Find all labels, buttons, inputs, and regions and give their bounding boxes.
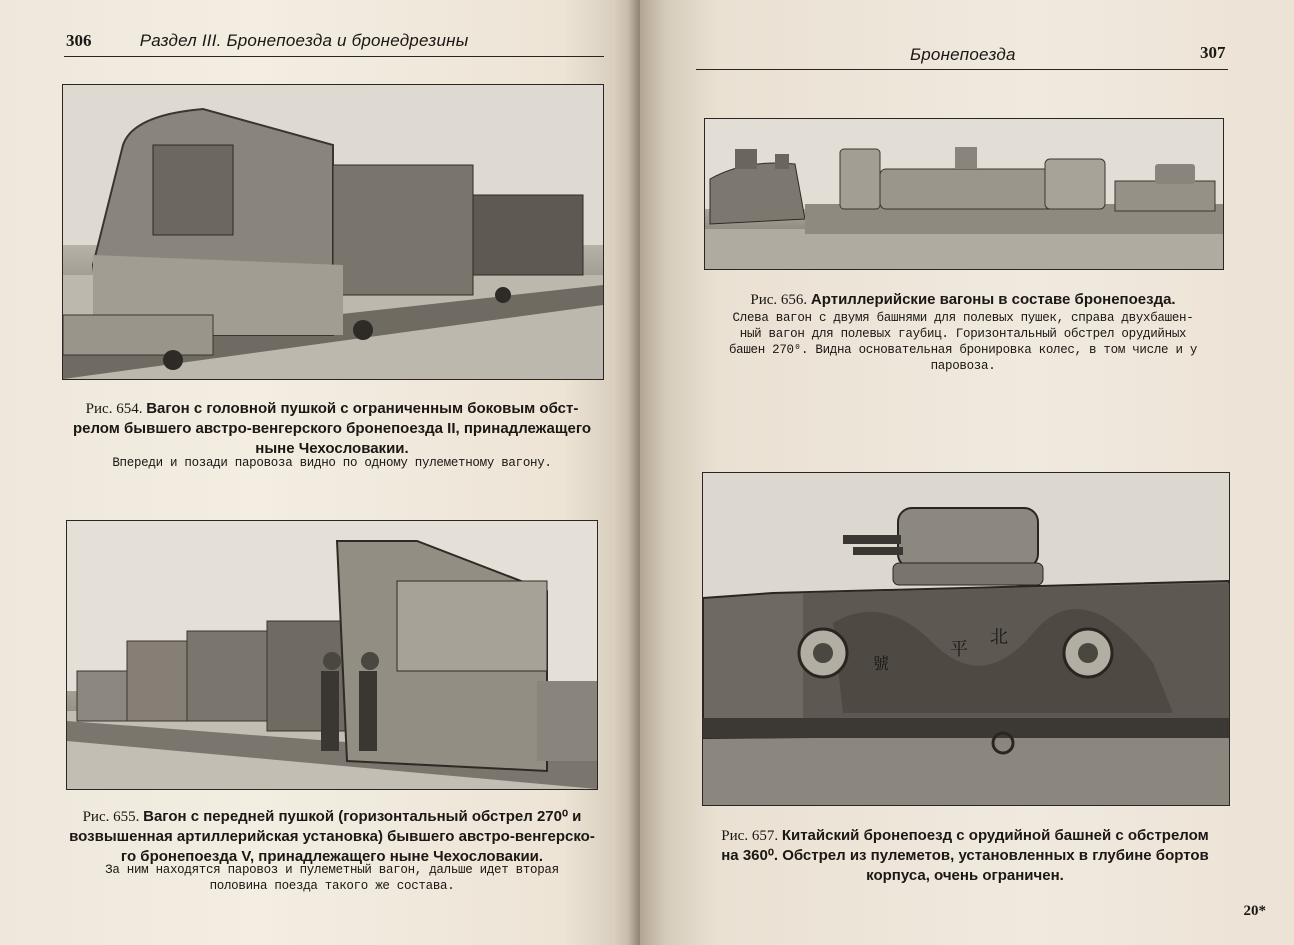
figure-654-note-1: Впереди и позади паровоза видно по одному пулеметному вагону.: [112, 456, 552, 470]
figure-654-title-2: релом бывшего австро-венгерского бронепоезда II, принадлежащего: [72, 420, 592, 437]
figure-656-note-2: ный вагон для полевых гаубиц. Горизонтальный обстрел орудийных: [739, 327, 1187, 341]
figure-657-title-3: корпуса, очень ограничен.: [866, 867, 1064, 884]
figure-655-caption: [58, 807, 606, 867]
figure-655-title-1: Вагон с передней пушкой (горизонтальный обстрел 270⁰ и: [143, 808, 582, 825]
right-section-title: Бронепоезда: [910, 45, 1016, 64]
right-page-number-wrap: [1200, 42, 1226, 64]
figure-656-photo: [704, 118, 1224, 270]
figure-655-label: Рис. 655.: [82, 809, 144, 825]
figure-657-photo: [702, 472, 1230, 806]
figure-654-photo: [62, 84, 604, 380]
left-running-head: [66, 30, 468, 52]
figure-656-label: Рис. 656.: [750, 292, 811, 308]
figure-655-photo: [66, 520, 598, 790]
figure-654-label: Рис. 654.: [85, 401, 147, 417]
figure-654-title-3: ныне Чехословакии.: [255, 440, 409, 457]
figure-655-note: [58, 862, 606, 894]
figure-655-note-2: половина поезда такого же состава.: [209, 879, 455, 893]
left-page-number: 306: [66, 31, 92, 50]
figure-657-label: Рис. 657.: [721, 828, 782, 844]
figure-656-note-4: паровоза.: [930, 359, 996, 373]
right-header-rule: [696, 69, 1228, 70]
figure-656-note-1: Слева вагон с двумя башнями для полевых пушек, справа двухбашен-: [732, 311, 1194, 325]
figure-655-title-3: го бронепоезда V, принадлежащего ныне Чехословакии.: [120, 848, 544, 865]
right-running-head: [910, 44, 1016, 66]
photo-char-1: 北: [990, 627, 1008, 648]
figure-657-caption: [698, 826, 1232, 886]
signature-mark: 20*: [1243, 903, 1266, 919]
left-section-title: Раздел III. Бронепоезда и бронедрезины: [139, 31, 469, 50]
photo-char-3: 號: [873, 654, 890, 673]
right-page-number: 307: [1200, 43, 1226, 62]
left-page: [0, 0, 640, 945]
photo-char-2: 平: [950, 639, 968, 660]
figure-656-note-3: башен 270⁰. Видна основательная бронировка колес, в том числе и у: [728, 343, 1198, 357]
figure-657-title-2: на 360⁰. Обстрел из пулеметов, установленных в глубине бортов: [721, 847, 1209, 864]
figure-654-title-1: Вагон с головной пушкой с ограниченным боковым обст-: [146, 400, 579, 417]
figure-656-caption: [700, 290, 1226, 310]
left-header-rule: [64, 56, 604, 57]
figure-655-note-1: За ним находятся паровоз и пулеметный вагон, дальше идет вторая: [105, 863, 559, 877]
figure-656-note: [696, 310, 1230, 374]
figure-656-title-1: Артиллерийские вагоны в составе бронепоезда.: [810, 291, 1176, 308]
figure-657-title-1: Китайский бронепоезд с орудийной башней с обстрелом: [781, 827, 1209, 844]
figure-654-caption: [58, 399, 606, 459]
right-page: [640, 0, 1294, 945]
figure-655-title-2: возвышенная артиллерийская установка) бывшего австро-венгерско-: [69, 828, 595, 845]
figure-654-note: [58, 455, 606, 471]
